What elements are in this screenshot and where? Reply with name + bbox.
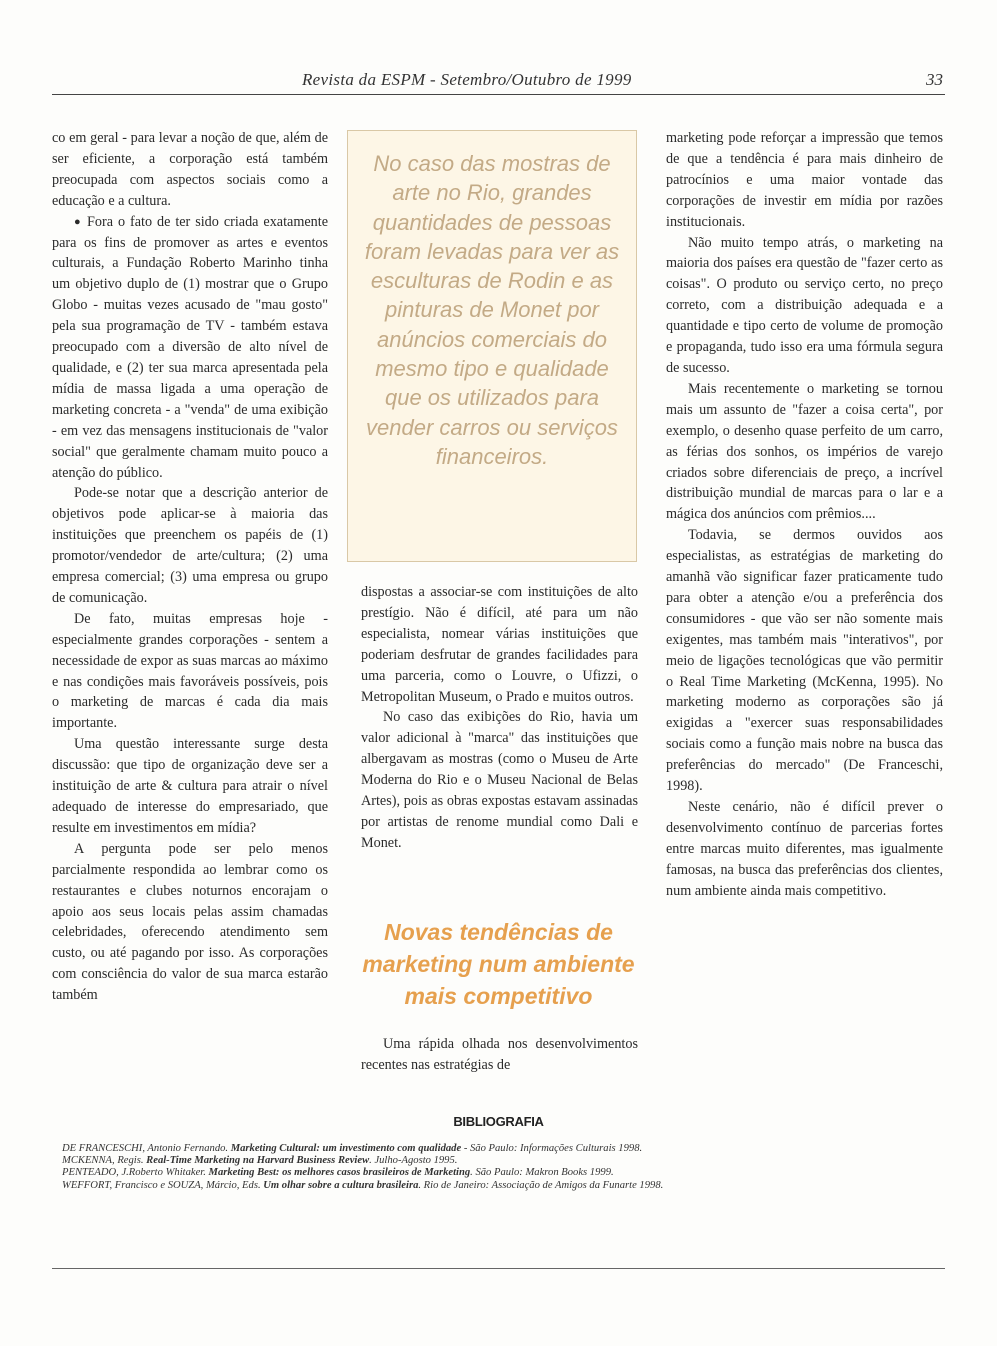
entry-publisher: . Julho-Agosto 1995. [369,1155,458,1167]
pull-quote: No caso das mostras de arte no Rio, grandes quantidades de pessoas foram levadas para ver as esculturas de Rodin e as pinturas de Monet por anúncios comerciais do mesmo tipo e qualidade que os utilizados para vender carros ou serviços financeiros. [347,130,637,562]
paragraph: co em geral - para levar a noção de que, além de ser eficiente, a corporação está também preocupada com aspectos sociais como a educação e a cultura. [52,130,328,209]
entry-work: Um olhar sobre a cultura brasileira [263,1179,419,1191]
bibliography-list [62,1143,942,1192]
paragraph: No caso das exibições do Rio, havia um valor adicional à "marca" das instituições que albergavam as mostras (como o Museu de Arte Moderna do Rio e o Museu Nacional de Belas Artes), pois as obras expostas estavam assinadas por artistas de renome mundial como Dali e Monet. [361,709,638,851]
entry-author: DE FRANCESCHI, Antonio Fernando. [62,1143,229,1154]
paragraph-text: Fora o fato de ter sido criada exatamente para os fins de promover as artes e eventos culturais, a Fundação Roberto Marinho tinha um objetivo duplo de (1) mostrar que o Grupo Globo - muitas vezes acusado de "mau gosto" pela sua programação de TV - também estava preocupado com a diversão de alto nível de qualidade, e (2) ter sua marca apresentada pela mídia de massa ligada a uma operação de marketing concreta - a "venda" de uma exibição - em vez das mensagens institucionais de "valor social" que geralmente chamam muito pouco a atenção do público. [52,213,329,481]
paragraph: marketing pode reforçar a impressão que temos de que a tendência é para mais dinheiro de patrocínios e uma maior vontade das corporações de investir em mídia por razões institucionais. [666,130,943,230]
paragraph: Mais recentemente o marketing se tornou mais um assunto de "fazer a coisa certa", por exemplo, o desenho quase perfeito de um carro, as férias dos sonhos, os impérios de varejo criados sobre diferenciais de preço, a incrível distribuição mundial de marcas para o lar e a mágica dos anúncios com prêmios.... [666,380,943,523]
bibliography-entry [62,1143,942,1155]
entry-publisher: . Rio de Janeiro: Associação de Amigos da Funarte 1998. [418,1179,664,1191]
bibliography-entry [62,1155,942,1167]
paragraph: De fato, muitas empresas hoje - especialmente grandes corporações - sentem a necessidade de expor as suas marcas ao máximo e nas condições mais favoráveis possíveis, pois o marketing de marcas é cada dia mais importante. [52,610,328,732]
paragraph: Não muito tempo atrás, o marketing na maioria dos países era questão de "fazer certo as coisas". O produto ou serviço certo, no preço correto, com a distribuição adequada e a quantidade e tipo certo de volume de promoção e propaganda, tudo isso era uma fórmula segura de sucesso. [666,234,943,376]
bibliography-title: BIBLIOGRAFIA [453,1114,544,1129]
paragraph: Uma questão interessante surge desta discussão: que tipo de organização deve ser a instituição de arte & cultura para atrair o nível adequado de interesse do empresariado, que resulte em investimentos em mídia? [52,736,328,836]
paragraph: dispostas a associar-se com instituições de alto prestígio. Não é difícil, até para um não especialista, nomear várias instituições que poderiam desfrutar de grandes facilidades para uma parceria, como o Louvre, o Ufizzi, o Metropolitan Museum, o Prado e muitos outros. [361,584,638,705]
entry-work: Real-Time Marketing na Harvard Business Review [146,1155,370,1167]
paragraph [52,212,328,484]
footer-rule [52,1268,945,1269]
paragraph: A pergunta pode ser pelo menos parcialmente respondida ao lembrar como os restaurantes e clubes noturnos encorajam o apoio aos seus locais pelas assim chamadas celebridades, oferecendo atendimento sem custo, ou até pagando por isso. As corporações com consciência do valor de sua marca estarão também [52,840,328,1004]
entry-author: WEFFORT, Francisco e SOUZA, Márcio, Eds. [62,1179,261,1191]
paragraph: Neste cenário, não é difícil prever o desenvolvimento contínuo de parcerias fortes entre marcas muito diferentes, mas igualmente famosas, na busca das preferências dos clientes, num ambiente ainda mais competitivo. [666,799,943,899]
entry-work: Marketing Cultural: um investimento com qualidade [230,1143,462,1154]
entry-author: PENTEADO, J.Roberto Whitaker. [62,1167,206,1179]
column-2-continued [361,1034,638,1076]
section-heading: Novas tendências de marketing num ambiente mais competitivo [362,919,635,1009]
bibliography-entry [62,1180,942,1192]
entry-publisher: . São Paulo: Makron Books 1999. [470,1167,614,1179]
entry-work: Marketing Best: os melhores casos brasileiros de Marketing [208,1167,471,1179]
page-number: 33 [926,70,943,89]
journal-title: Revista da ESPM - Setembro/Outubro de 1999 [302,70,632,89]
column-1 [52,128,328,1006]
paragraph: Pode-se notar que a descrição anterior de objetivos pode aplicar-se à maioria das instituições que preenchem os papéis de (1) promotor/vendedor de arte/cultura; (2) uma empresa comercial; (3) uma empresa ou grupo de comunicação. [52,485,328,606]
entry-author: MCKENNA, Regis. [62,1155,144,1167]
bullet-icon: ● [74,215,83,228]
paragraph: Todavia, se dermos ouvidos aos especialistas, as estratégias de marketing do amanhã vão significar fazer praticamente tudo para obter a atenção e/ou a preferência dos consumidores - que vão ser não somente mais exigentes, mas também mais "interativos", por meio de ligações tecnológicas que vão permitir o Real Time Marketing (McKenna, 1995). No marketing moderno as corporações são já exigidas a "exercer suas responsabilidades sociais como a função mais nobre na busca das preferências do mercado" (De Franceschi, 1998). [666,527,943,795]
paragraph: Uma rápida olhada nos desenvolvimentos recentes nas estratégias de [361,1036,638,1073]
entry-publisher: - São Paulo: Informações Culturais 1998. [463,1143,643,1154]
column-3 [666,128,943,902]
bibliography-entry [62,1167,942,1179]
running-header [52,68,945,95]
column-2 [361,582,638,854]
